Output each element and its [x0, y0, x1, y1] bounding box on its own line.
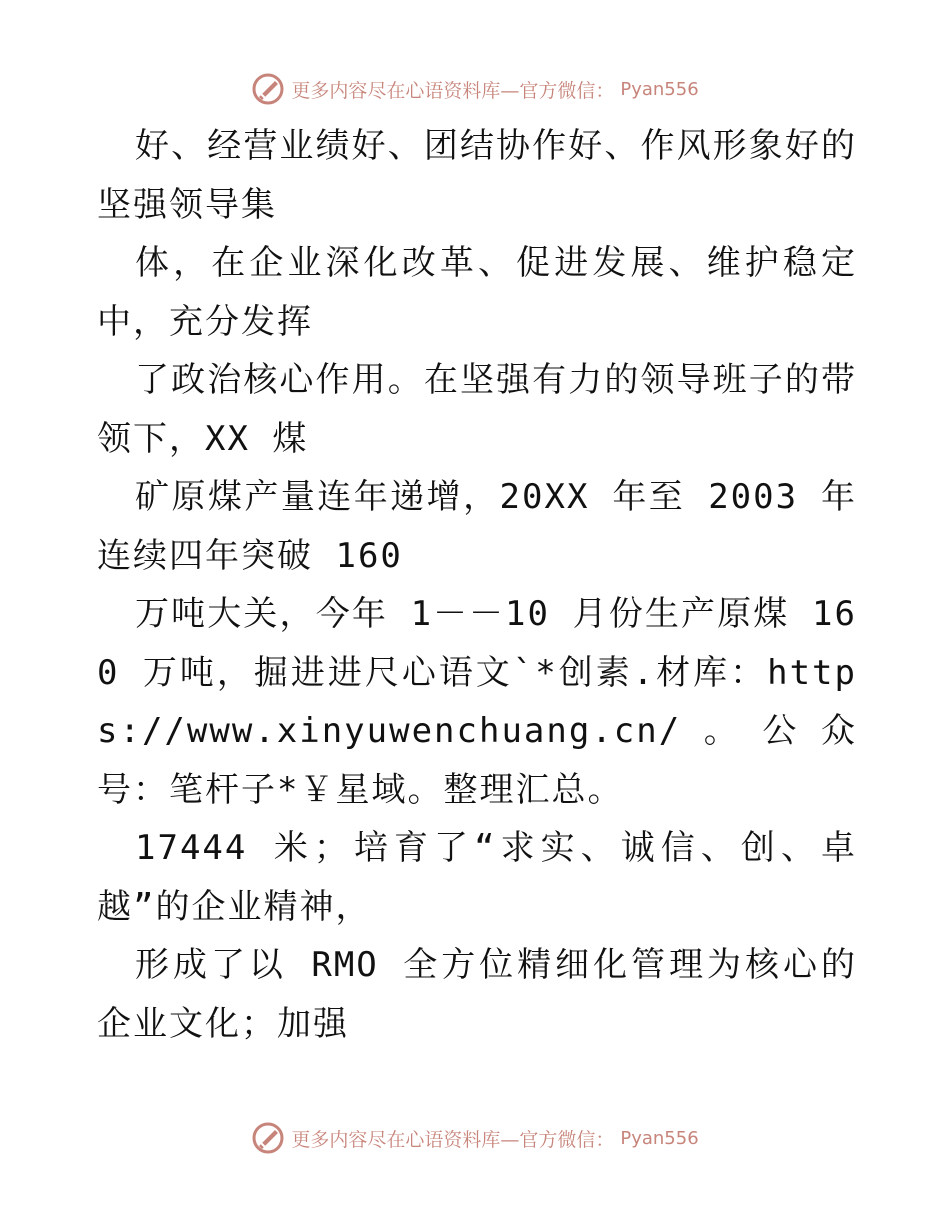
quill-seal-logo-icon — [251, 72, 285, 106]
paragraph-4: 矿原煤产量连年递增，20XX 年至 2003 年连续四年突破 160 — [97, 477, 857, 576]
quill-seal-logo-icon — [251, 1121, 285, 1155]
footer-watermark-account: Pyan556 — [620, 1127, 699, 1149]
footer-watermark-text: 更多内容尽在心语资料库—官方微信： — [291, 1128, 615, 1151]
paragraph-5: 万吨大关，今年 1－－10 月份生产原煤 160 万吨，掘进进尺心语文`*创素.材库：https://www.xinyuwenchuang.cn/。公众号：笔杆子*￥星域。整理汇总。 — [97, 594, 857, 810]
header-watermark-text: 更多内容尽在心语资料库—官方微信： — [291, 79, 615, 102]
paragraph-7: 形成了以 RMO 全方位精细化管理为核心的企业文化；加强 — [97, 945, 857, 1044]
paragraph-2: 体，在企业深化改革、促进发展、维护稳定中，充分发挥 — [97, 243, 857, 342]
header-watermark — [0, 69, 950, 109]
paragraph-6: 17444 米；培育了“求实、诚信、创、卓越”的企业精神， — [97, 828, 857, 927]
document-body — [97, 117, 857, 1053]
paragraph-1: 好、经营业绩好、团结协作好、作风形象好的坚强领导集 — [97, 126, 857, 225]
header-watermark-account: Pyan556 — [620, 78, 699, 100]
paragraph-3: 了政治核心作用。在坚强有力的领导班子的带领下，XX 煤 — [97, 360, 857, 459]
footer-watermark — [0, 1118, 950, 1158]
